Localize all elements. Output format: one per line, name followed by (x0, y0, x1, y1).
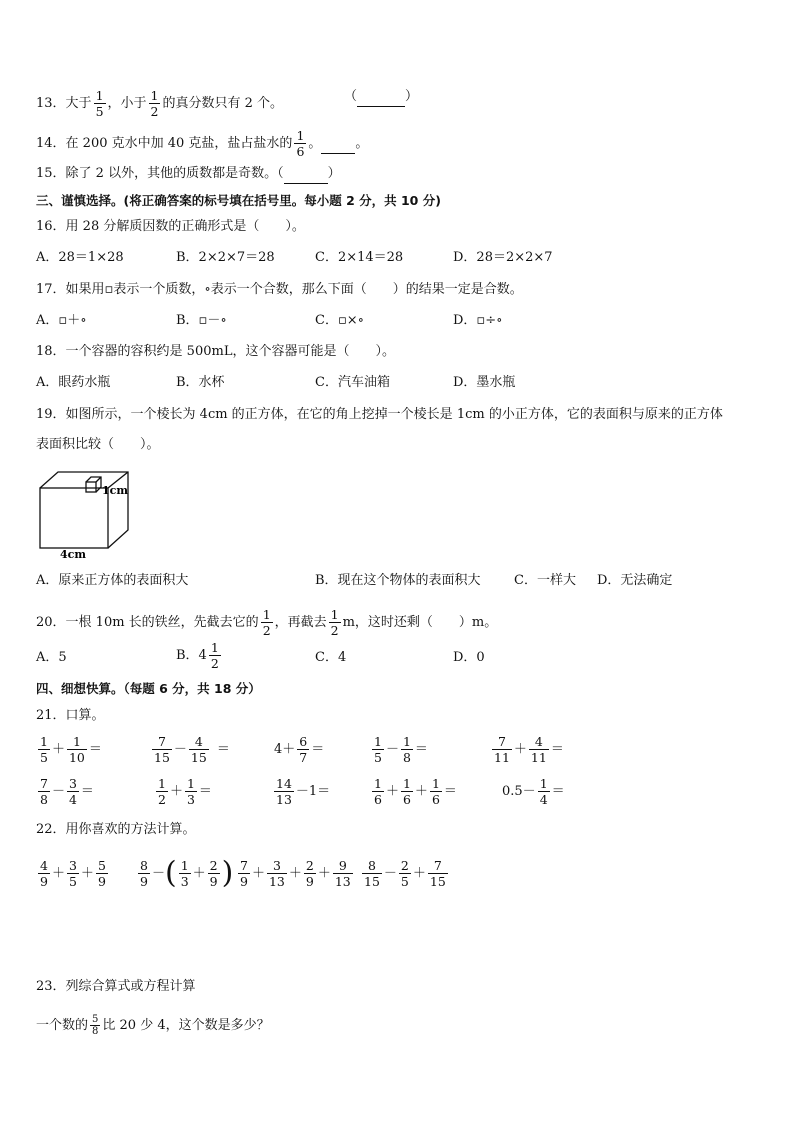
denominator: 15 (429, 874, 446, 889)
text: 20．一根 10m 长的铁丝，先截去它的 (36, 615, 259, 630)
denominator: 5 (95, 104, 104, 119)
text: 。 (308, 136, 322, 151)
oral-calc-item (370, 734, 428, 765)
operator: － (51, 784, 65, 799)
question-22-title: 22．用你喜欢的方法计算。 (36, 822, 196, 837)
fraction (94, 88, 106, 119)
numerator: 4 (189, 734, 209, 750)
numerator: 1 (262, 607, 271, 622)
question-number: 13． (36, 96, 66, 111)
left-paren: ( (164, 855, 177, 891)
text: m，这时还剩（ ）m。 (342, 615, 498, 630)
fraction (492, 734, 512, 765)
option-d[interactable]: D．0 (453, 650, 485, 665)
right-paren: ) (221, 855, 234, 891)
operator: ＋ (412, 866, 426, 881)
option-c[interactable]: C．2×14＝28 (315, 250, 404, 265)
denominator: 9 (209, 874, 218, 889)
denominator: 3 (186, 792, 195, 807)
numerator: 3 (68, 776, 77, 791)
oral-calc-item (36, 734, 102, 765)
numerator: 5 (92, 1014, 99, 1025)
fraction (372, 734, 384, 765)
question-17: 17．如果用▫表示一个质数，∘表示一个合数，那么下面（ ）的结果一定是合数。 (36, 282, 523, 297)
numerator: 5 (97, 858, 106, 873)
fraction (297, 734, 309, 765)
small-cube-label: 1cm (102, 484, 128, 497)
numerator: 4 (40, 858, 48, 873)
numerator: 1 (158, 776, 166, 791)
calc-expression-3 (236, 858, 355, 889)
fraction (156, 776, 168, 807)
option-b[interactable]: B．2×2×7＝28 (176, 250, 275, 265)
numerator: 3 (68, 858, 77, 873)
text: 0.5－ (502, 784, 536, 799)
answer-blank-15[interactable] (284, 165, 328, 184)
numerator: 7 (152, 734, 172, 750)
operator: － (383, 866, 397, 881)
numerator: 6 (299, 734, 308, 749)
fraction (149, 88, 161, 119)
denominator: 8 (402, 750, 411, 765)
denominator: 11 (530, 750, 547, 765)
oral-calc-item (502, 776, 565, 807)
denominator: 6 (296, 144, 305, 159)
question-number: 15． (36, 166, 66, 181)
fraction (267, 858, 287, 889)
denominator: 10 (68, 750, 85, 765)
question-23-body (36, 1014, 270, 1037)
fraction (38, 858, 50, 889)
equals: ＝ (198, 784, 212, 799)
cube-edge-label: 4cm (60, 548, 86, 560)
question-13 (36, 88, 283, 119)
option-a[interactable]: A．▫＋∘ (36, 313, 87, 328)
operator: ＋ (51, 742, 65, 757)
operator: ＋ (80, 866, 94, 881)
paren: ） (405, 89, 419, 104)
option-c[interactable]: C．汽车油箱 (315, 375, 390, 390)
option-b[interactable]: B．水杯 (176, 375, 225, 390)
fraction (430, 776, 442, 807)
denominator: 13 (334, 874, 351, 889)
numerator: 7 (40, 776, 48, 791)
section-4-heading: 四、细想快算。（每题 6 分，共 18 分） (36, 681, 261, 696)
denominator: 5 (400, 874, 409, 889)
equals: ＝ (443, 784, 457, 799)
fraction (90, 1014, 100, 1037)
numerator: 1 (40, 734, 48, 749)
denominator: 15 (154, 750, 170, 765)
numerator: 8 (362, 858, 382, 874)
option-a[interactable]: A．28＝1×28 (36, 250, 124, 265)
denominator: 8 (92, 1026, 99, 1037)
denominator: 9 (240, 874, 248, 889)
numerator: 7 (240, 858, 248, 873)
option-c[interactable]: C．4 (315, 650, 347, 665)
denominator: 11 (494, 750, 510, 765)
fraction (274, 776, 294, 807)
numerator: 1 (431, 776, 440, 791)
numerator: 2 (305, 858, 314, 873)
oral-calc-item (490, 734, 564, 765)
equals: ＝ (550, 742, 564, 757)
question-20 (36, 607, 497, 638)
oral-calc-item (36, 776, 94, 807)
numerator: 7 (492, 734, 512, 750)
fraction (67, 734, 87, 765)
option-d[interactable]: D．墨水瓶 (453, 375, 516, 390)
option-a[interactable]: A．原来正方体的表面积大 (36, 573, 189, 588)
oral-calc-item (274, 734, 324, 765)
fraction (38, 734, 50, 765)
text: 一个数的 (36, 1018, 89, 1033)
equals: ＝ (311, 742, 325, 757)
denominator: 15 (190, 750, 207, 765)
denominator: 4 (539, 792, 548, 807)
text: 在 200 克水中加 40 克盐，盐占盐水的 (65, 136, 293, 151)
denominator: 9 (305, 874, 314, 889)
denominator: 2 (158, 792, 166, 807)
numerator: 1 (67, 734, 87, 750)
equals: ＝ (414, 742, 428, 757)
denominator: 4 (68, 792, 77, 807)
fraction (538, 776, 550, 807)
numerator: 7 (428, 858, 448, 874)
answer-blank-13[interactable] (344, 88, 418, 107)
numerator: 1 (95, 88, 104, 103)
text: ，再截去 (274, 615, 327, 630)
fraction (209, 640, 221, 671)
fraction (179, 858, 191, 889)
denominator: 6 (431, 792, 440, 807)
option-b[interactable]: B．▫－∘ (176, 313, 227, 328)
question-23-title: 23．列综合算式或方程计算 (36, 979, 196, 994)
text: 大于 (65, 96, 92, 111)
text: B．4 (176, 648, 207, 663)
fraction (208, 858, 220, 889)
calc-expression-4 (360, 858, 450, 889)
text: 。 (355, 136, 369, 151)
denominator: 2 (330, 623, 339, 638)
denominator: 5 (40, 750, 48, 765)
fraction (67, 858, 79, 889)
section-3-heading: 三、谨慎选择。(将正确答案的标号填在括号里。每小题 2 分，共 10 分) (36, 193, 441, 208)
fraction (238, 858, 250, 889)
numerator: 1 (296, 128, 305, 143)
blank-line (357, 88, 405, 107)
numerator: 8 (140, 858, 148, 873)
text: ） (327, 166, 341, 181)
fraction (304, 858, 316, 889)
denominator: 2 (262, 623, 271, 638)
question-15 (36, 165, 341, 184)
operator: ＋ (169, 784, 183, 799)
option-a[interactable]: A．5 (36, 650, 67, 665)
numerator: 1 (374, 734, 382, 749)
question-19-line2: 表面积比较（ ）。 (36, 437, 160, 452)
denominator: 7 (299, 750, 308, 765)
text: 除了 2 以外，其他的质数都是奇数。（ (65, 166, 284, 181)
fraction (96, 858, 108, 889)
numerator: 1 (330, 607, 339, 622)
oral-calc-item (150, 734, 230, 765)
option-c[interactable]: C．一样大 (514, 573, 576, 588)
numerator: 1 (186, 776, 195, 791)
question-18: 18．一个容器的容积约是 500mL，这个容器可能是（ ）。 (36, 344, 395, 359)
numerator: 1 (180, 858, 189, 873)
numerator: 1 (402, 776, 411, 791)
fraction (329, 607, 341, 638)
fraction (138, 858, 150, 889)
oral-calc-item (272, 776, 330, 807)
denominator: 15 (364, 874, 380, 889)
operator: ＋ (192, 866, 206, 881)
question-16: 16．用 28 分解质因数的正确形式是（ ）。 (36, 219, 305, 234)
denominator: 6 (374, 792, 382, 807)
denominator: 8 (40, 792, 48, 807)
denominator: 13 (276, 792, 292, 807)
operator: － (173, 742, 187, 757)
question-21-title: 21．口算。 (36, 708, 105, 723)
text: 比 20 少 4，这个数是多少？ (102, 1018, 270, 1033)
equals: ＝ (551, 784, 565, 799)
operator: ＋ (317, 866, 331, 881)
question-number: 14． (36, 136, 66, 151)
fraction (189, 734, 209, 765)
denominator: 5 (374, 750, 382, 765)
operator: ＋ (288, 866, 302, 881)
question-19-line1: 19．如图所示，一个棱长为 4cm 的正方体，在它的角上挖掉一个棱长是 1cm 的小正方体，它的表面积与原来的正方体 (36, 407, 723, 422)
fraction (294, 128, 306, 159)
operator: ＋ (414, 784, 428, 799)
denominator: 2 (210, 656, 219, 671)
option-b[interactable]: B．现在这个物体的表面积大 (315, 573, 481, 588)
fraction (38, 776, 50, 807)
numerator: 4 (529, 734, 549, 750)
text: ，小于 (107, 96, 147, 111)
fraction (529, 734, 549, 765)
equals: ＝ (88, 742, 102, 757)
option-c[interactable]: C．▫×∘ (315, 313, 365, 328)
numerator: 2 (400, 858, 409, 873)
operator: ＋ (513, 742, 527, 757)
option-d[interactable]: D．无法确定 (597, 573, 673, 588)
option-a[interactable]: A．眼药水瓶 (36, 375, 111, 390)
fraction (152, 734, 172, 765)
oral-calc-item (370, 776, 457, 807)
calc-expression-2 (136, 855, 234, 891)
numerator: 1 (150, 88, 159, 103)
calc-expression-1 (36, 858, 110, 889)
operator: － (385, 742, 399, 757)
option-d[interactable]: D．▫÷∘ (453, 313, 503, 328)
numerator: 9 (333, 858, 353, 874)
fraction (401, 734, 413, 765)
denominator: 9 (97, 874, 106, 889)
fraction (399, 858, 411, 889)
equals: ＝ (80, 784, 94, 799)
text: 4＋ (274, 742, 296, 757)
fraction (333, 858, 353, 889)
fraction (185, 776, 197, 807)
operator: －1＝ (295, 784, 331, 799)
fraction (372, 776, 384, 807)
denominator: 9 (140, 874, 148, 889)
option-b[interactable] (176, 640, 223, 671)
fraction (261, 607, 273, 638)
denominator: 2 (150, 104, 159, 119)
numerator: 2 (209, 858, 218, 873)
paren: （ (344, 89, 358, 104)
operator: ＋ (51, 866, 65, 881)
denominator: 13 (268, 874, 285, 889)
answer-blank-14[interactable] (321, 135, 355, 154)
operator: ＋ (251, 866, 265, 881)
equals: ＝ (216, 742, 230, 757)
numerator: 3 (267, 858, 287, 874)
numerator: 1 (539, 776, 548, 791)
denominator: 5 (68, 874, 77, 889)
question-14 (36, 128, 368, 159)
numerator: 1 (402, 734, 411, 749)
fraction (428, 858, 448, 889)
numerator: 1 (210, 640, 219, 655)
oral-calc-item (154, 776, 212, 807)
denominator: 9 (40, 874, 48, 889)
text: 的真分数只有 2 个。 (162, 96, 284, 111)
denominator: 3 (180, 874, 189, 889)
cube-figure (34, 466, 144, 560)
fraction (401, 776, 413, 807)
numerator: 1 (374, 776, 382, 791)
operator: ＋ (385, 784, 399, 799)
numerator: 14 (276, 776, 292, 791)
fraction (67, 776, 79, 807)
fraction (362, 858, 382, 889)
option-d[interactable]: D．28＝2×2×7 (453, 250, 553, 265)
denominator: 6 (402, 792, 411, 807)
operator: － (151, 866, 165, 881)
